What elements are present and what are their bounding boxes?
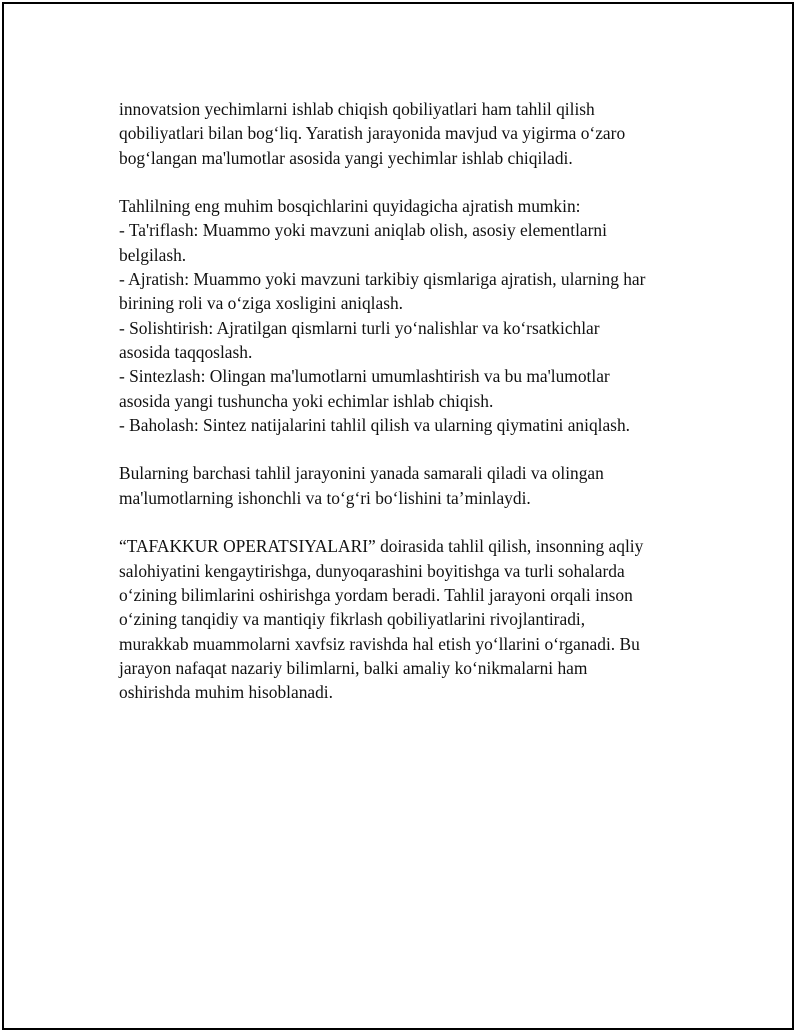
list-intro-line: Tahlilning eng muhim bosqichlarini quyidagicha ajratish mumkin: (119, 196, 581, 217)
text-line: o‘zining tanqidiy va mantiqiy fikrlash qobiliyatlarini rivojlantiradi, (119, 609, 586, 630)
text-line: o‘zining bilimlarini oshirishga yordam beradi. Tahlil jarayoni orqali inson (119, 584, 633, 605)
list-item-comparison: - Solishtirish: Ajratilgan qismlarni turli yo‘nalishlar va ko‘rsatkichlar (119, 317, 600, 338)
text-line: bog‘langan ma'lumotlar asosida yangi yechimlar ishlab chiqiladi. (119, 147, 573, 168)
text-line: ma'lumotlarning ishonchli va to‘g‘ri bo‘lishini ta’minlaydi. (119, 487, 531, 508)
paragraph-spacer (119, 170, 699, 194)
list-item-definition-cont: belgilash. (119, 244, 187, 265)
paragraph-conclusion (119, 534, 699, 704)
paragraph-spacer (119, 437, 699, 461)
document-page (2, 2, 794, 1030)
list-item-synthesis: - Sintezlash: Olingan ma'lumotlarni umumlashtirish va bu ma'lumotlar (119, 366, 610, 387)
text-line: salohiyatini kengaytirishga, dunyoqarashini boyitishga va turli sohalarda (119, 560, 625, 581)
paragraph-summary (119, 461, 699, 510)
text-line: “TAFAKKUR OPERATSIYALARI” doirasida tahlil qilish, insonning aqliy (119, 536, 644, 557)
text-line: murakkab muammolarni xavfsiz ravishda hal etish yo‘llarini o‘rganadi. Bu (119, 633, 640, 654)
list-item-synthesis-cont: asosida yangi tushuncha yoki echimlar ishlab chiqish. (119, 390, 494, 411)
text-line: oshirishda muhim hisoblanadi. (119, 682, 333, 703)
list-item-evaluation: - Baholash: Sintez natijalarini tahlil qilish va ularning qiymatini aniqlash. (119, 414, 630, 435)
list-item-definition: - Ta'riflash: Muammo yoki mavzuni aniqlab olish, asosiy elementlarni (119, 220, 607, 241)
text-line: qobiliyatlari bilan bog‘liq. Yaratish jarayonida mavjud va yigirma o‘zaro (119, 123, 626, 144)
list-item-comparison-cont: asosida taqqoslash. (119, 341, 253, 362)
list-item-separation: - Ajratish: Muammo yoki mavzuni tarkibiy qismlariga ajratish, ularning har (119, 269, 646, 290)
list-item-separation-cont: birining roli va o‘ziga xosligini aniqlash. (119, 293, 403, 314)
text-line: Bularning barchasi tahlil jarayonini yanada samarali qiladi va olingan (119, 463, 604, 484)
text-line: innovatsion yechimlarni ishlab chiqish qobiliyatlari ham tahlil qilish (119, 99, 595, 119)
paragraph-stages-list (119, 194, 699, 437)
document-body (119, 97, 699, 704)
paragraph-spacer (119, 510, 699, 534)
text-line: jarayon nafaqat nazariy bilimlarni, balki amaliy ko‘nikmalarni ham (119, 657, 588, 678)
paragraph-intro-continued (119, 97, 699, 170)
